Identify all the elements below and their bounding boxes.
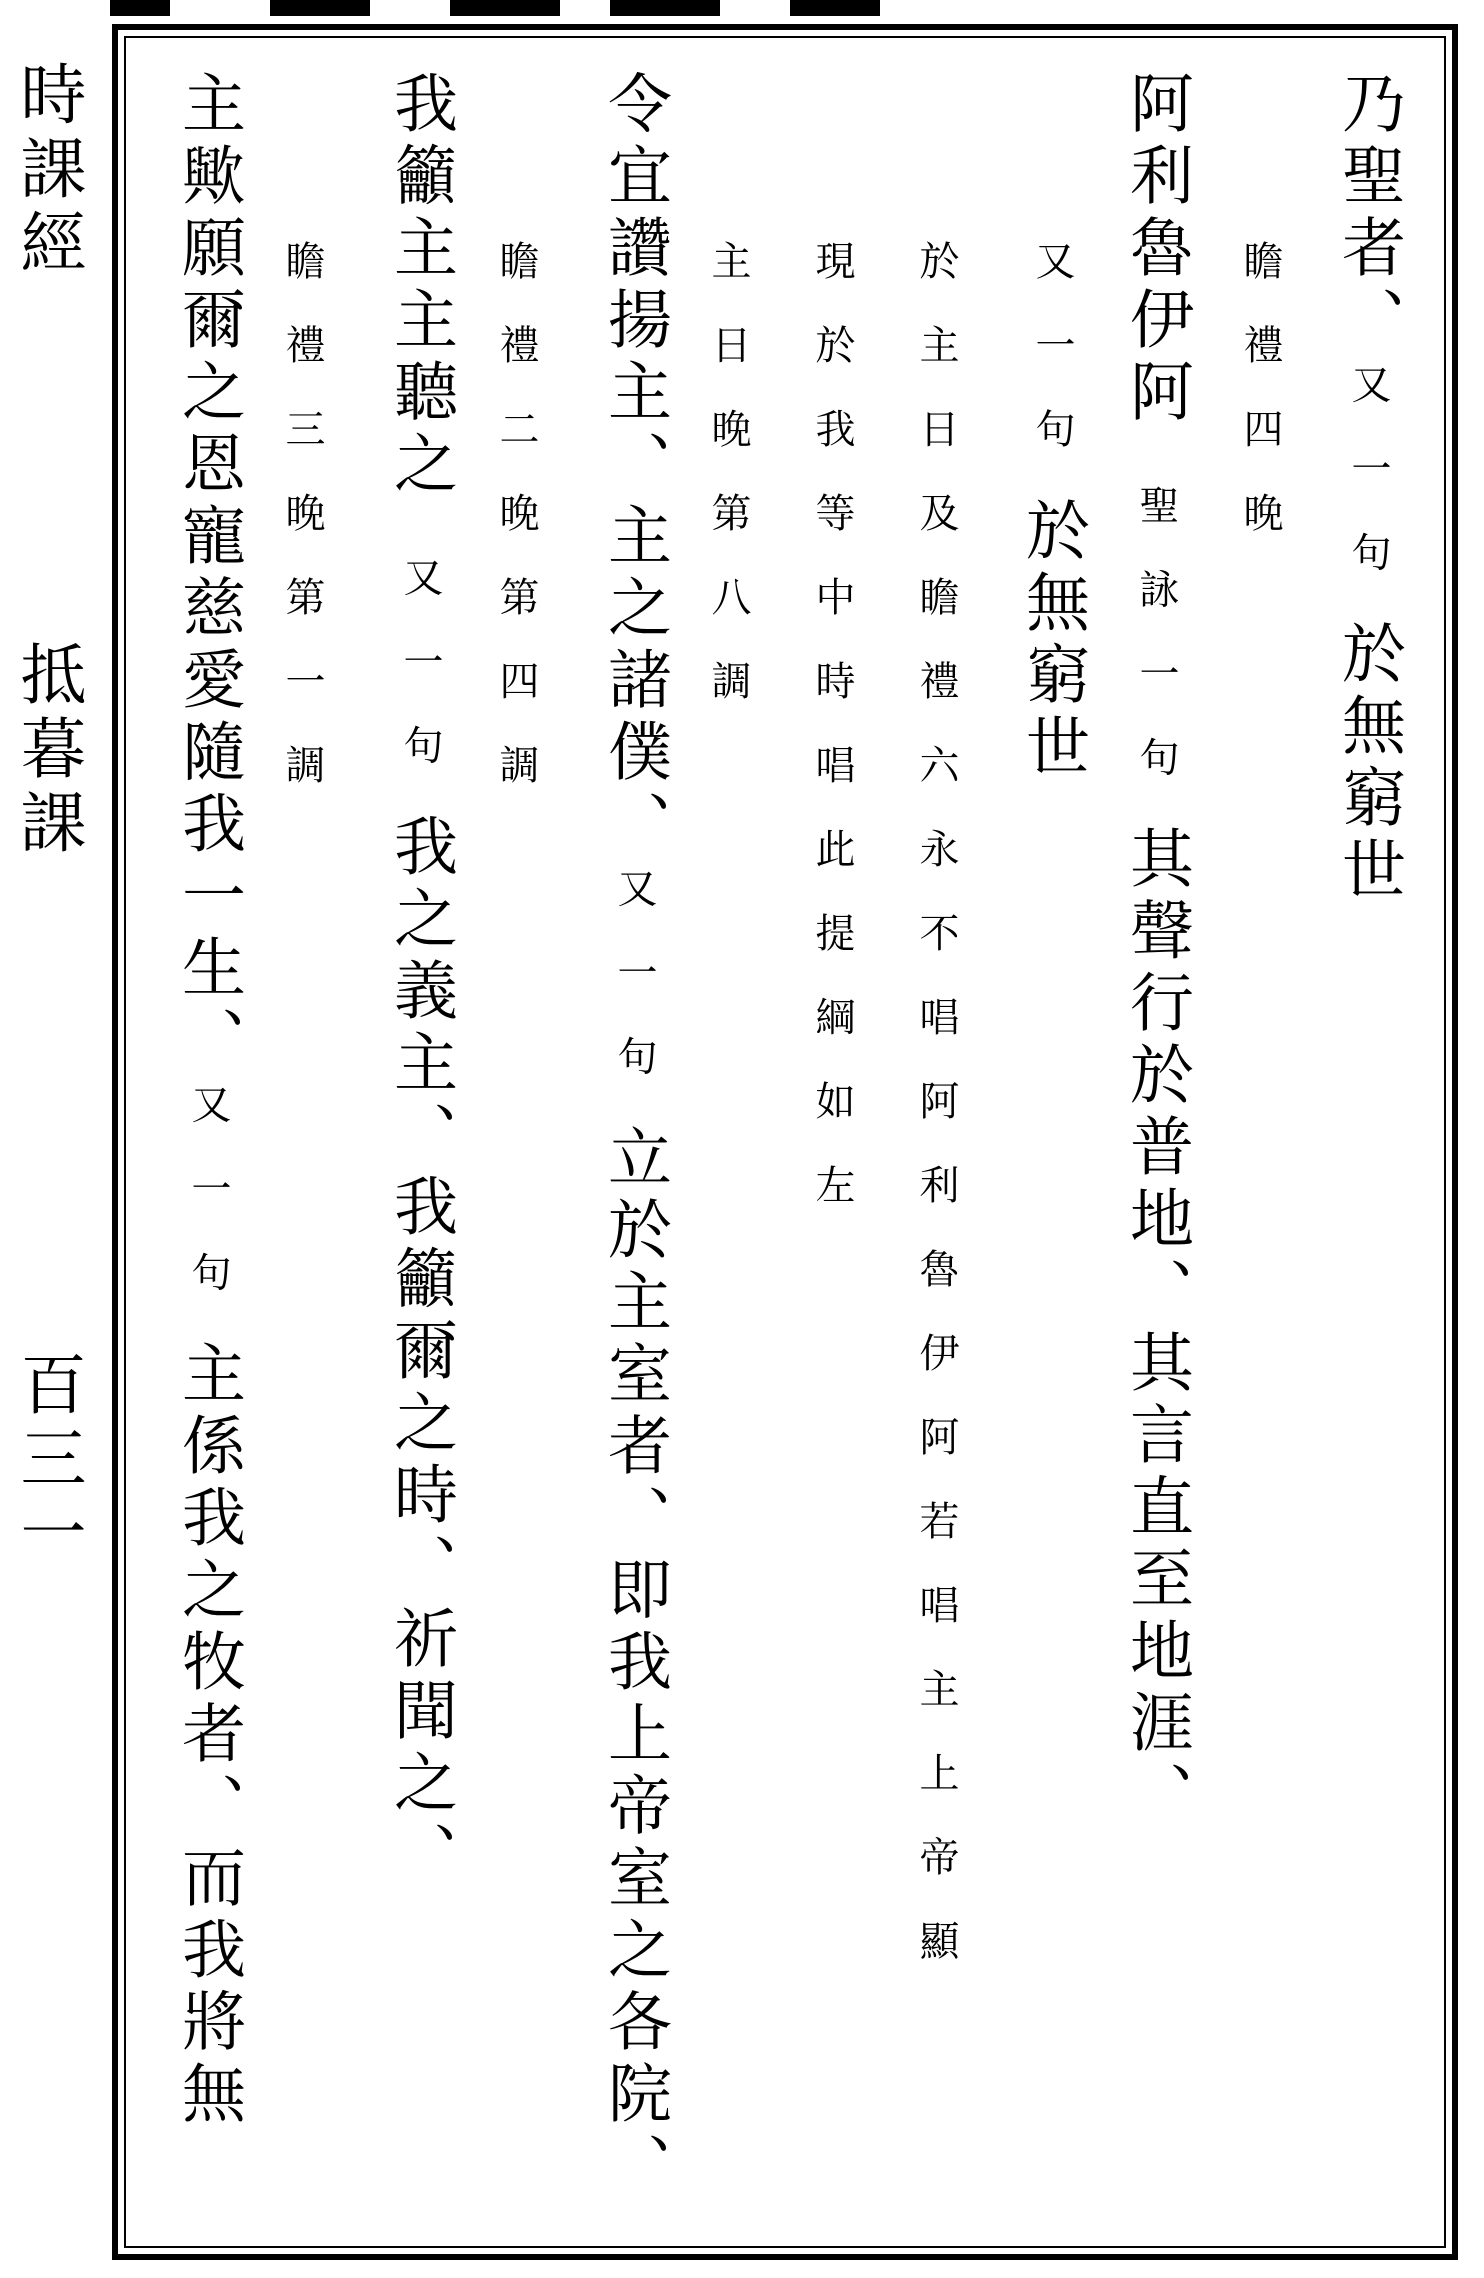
rubric-column <box>705 240 751 744</box>
rubric-column <box>809 240 855 1248</box>
rubric-text: 瞻禮二晚第四調 <box>493 240 539 828</box>
verse-text: 我之義主、我籲爾之時、祈聞之、 <box>383 813 457 1894</box>
rubric-text: 主日晚第八調 <box>705 240 751 744</box>
rubric-column <box>493 240 539 828</box>
verse-text: 乃聖者、 <box>1331 70 1405 358</box>
rubric-text: 瞻禮四晚 <box>1237 240 1283 576</box>
rubric-text: 瞻禮三晚第一調 <box>279 240 325 828</box>
verse-text: 主係我之牧者、而我將無 <box>171 1340 245 2133</box>
text-column <box>1119 70 1193 1834</box>
margin-page-number: 百三一 <box>9 1350 86 1572</box>
verse-text: 於無窮世 <box>1015 497 1089 786</box>
rubric-column <box>913 240 959 2004</box>
text-column <box>171 70 245 2133</box>
verse-label: 又一句 <box>185 1083 231 1336</box>
text-column <box>597 70 671 2205</box>
verse-label: 又一句 <box>611 867 657 1120</box>
text-column <box>1331 70 1405 909</box>
text-column <box>383 70 457 1894</box>
text-column <box>1015 240 1089 786</box>
verse-text: 阿利魯伊阿 <box>1119 70 1193 430</box>
rubric-column <box>1237 240 1283 576</box>
verse-label: 又一句 <box>1345 363 1391 616</box>
rubric-text: 於主日及瞻禮六永不唱阿利魯伊阿若唱主上帝顯 <box>913 240 959 2004</box>
verse-text: 其聲行於普地、其言直至地涯、 <box>1119 825 1193 1834</box>
verse-text: 我籲主主聽之 <box>383 70 457 502</box>
margin-book-title: 時課經 <box>9 60 86 282</box>
verse-label: 又一句 <box>1029 240 1075 492</box>
verse-text: 立於主室者、即我上帝室之各院、 <box>597 1124 671 2205</box>
margin-section-title: 抵暮課 <box>9 640 86 862</box>
rubric-text: 現於我等中時唱此提綱如左 <box>809 240 855 1248</box>
verse-text: 令宜讚揚主、主之諸僕、 <box>597 70 671 862</box>
verse-label: 聖詠一句 <box>1133 484 1179 821</box>
verse-text: 主歟願爾之恩寵慈愛隨我一生、 <box>171 70 245 1078</box>
rubric-column <box>279 240 325 828</box>
verse-text: 於無窮世 <box>1331 620 1405 909</box>
verse-label: 又一句 <box>397 556 443 809</box>
